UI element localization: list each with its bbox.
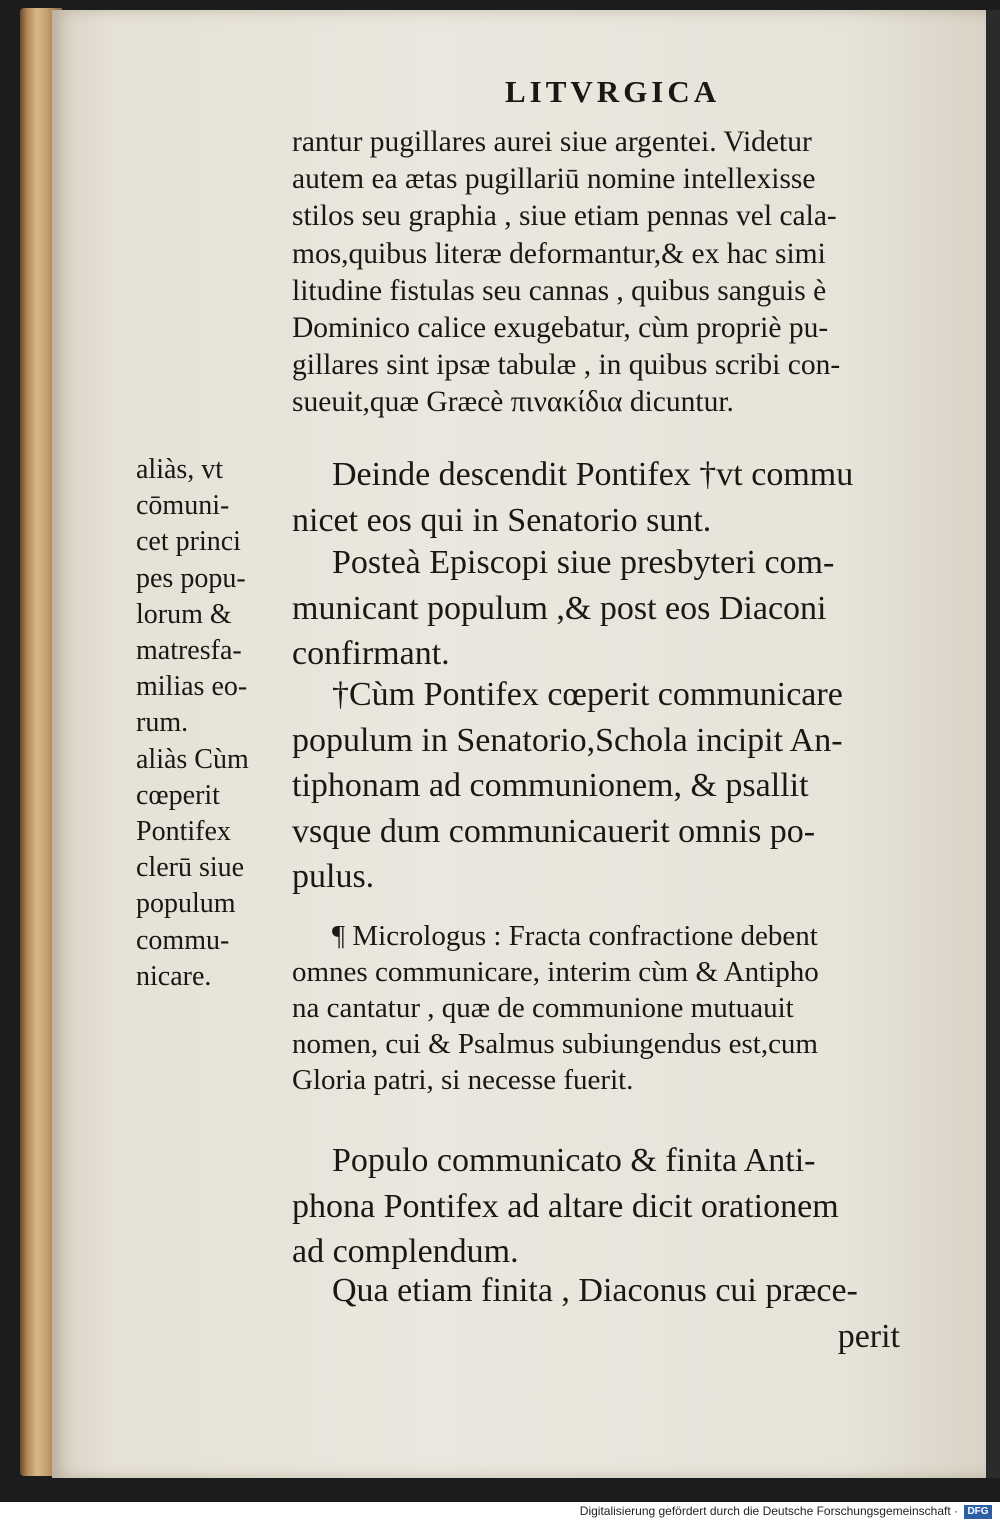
funding-notice: Digitalisierung gefördert durch die Deutsche Forschungsgemeinschaft · [579, 1504, 958, 1518]
text-line: Dominico calice exugebatur, cùm propriè pu- [292, 312, 829, 345]
page-gutter-shadow [986, 10, 1000, 1478]
margin-line: lorum & [136, 598, 232, 630]
text-line: nicet eos qui in Senatorio sunt. [292, 501, 712, 539]
dfg-logo-icon: DFG [964, 1505, 992, 1519]
margin-line: Pontifex [136, 816, 231, 848]
margin-line: clerū siue [136, 852, 245, 884]
text-line: Gloria patri, si necesse fuerit. [292, 1064, 634, 1096]
margin-note [136, 452, 286, 995]
text-line: ad complendum. [292, 1233, 519, 1270]
margin-line: cōmuni- [136, 490, 230, 522]
text-line: ¶ Micrologus : Fracta confractione debent [332, 920, 818, 952]
margin-line: aliàs Cùm [136, 743, 249, 775]
text-line: confirmant. [292, 635, 450, 672]
rubric-paragraph-4 [292, 1138, 952, 1275]
margin-line: commu- [136, 924, 230, 956]
rubric-paragraph-5 [292, 1268, 952, 1359]
text-line: phona Pontifex ad altare dicit orationem [292, 1187, 839, 1225]
text-line: pulus. [292, 858, 375, 895]
text-line: na cantatur , quæ de communione mutuauit [292, 992, 794, 1024]
text-line: populum in Senatorio,Schola incipit An- [292, 721, 843, 759]
text-line: rantur pugillares aurei siue argentei. Videtur [292, 126, 812, 158]
text-line: municant populum ,& post eos Diaconi [292, 589, 827, 627]
text-line: gillares sint ipsæ tabulæ , in quibus scribi con- [292, 349, 841, 382]
text-line: sueuit,quæ Græcè πινακίδια dicuntur. [292, 386, 734, 419]
catchword: perit [837, 1317, 900, 1355]
text-line: Qua etiam finita , Diaconus cui præce- [332, 1272, 858, 1309]
margin-line: rum. [136, 707, 189, 739]
margin-line: milias eo- [136, 671, 248, 703]
rubric-paragraph-1 [292, 452, 952, 543]
text-line: stilos seu graphia , siue etiam pennas vel cala- [292, 200, 837, 233]
text-line: †Cùm Pontifex cœperit communicare [332, 676, 843, 713]
margin-line: nicare. [136, 960, 212, 992]
text-line: tiphonam ad communionem, & psallit [292, 767, 809, 804]
text-line: Deinde descendit Pontifex †vt commu [332, 456, 854, 493]
text-line: Populo communicato & finita Anti- [332, 1142, 816, 1179]
text-line: omnes communicare, interim cùm & Antipho [292, 956, 819, 988]
running-header: LITVRGICA [505, 74, 721, 109]
text-line: nomen, cui & Psalmus subiungendus est,cum [292, 1028, 818, 1060]
text-line: Posteà Episcopi siue presbyteri com- [332, 544, 835, 581]
margin-line: cœperit [136, 779, 220, 811]
margin-line: pes popu- [136, 562, 246, 594]
text-line: litudine fistulas seu cannas , quibus sanguis è [292, 274, 827, 307]
margin-line: cet princi [136, 526, 241, 558]
margin-line: populum [136, 888, 236, 920]
rubric-paragraph-3 [292, 672, 952, 900]
text-line: mos,quibus literæ deformantur,& ex hac simi [292, 237, 826, 270]
margin-line: matresfa- [136, 635, 242, 667]
text-line: autem ea ætas pugillariū nomine intellexisse [292, 163, 816, 196]
rubric-paragraph-2 [292, 540, 952, 677]
text-line: vsque dum communicauerit omnis po- [292, 812, 816, 850]
footer-bar [0, 1502, 1000, 1523]
top-paragraph [292, 124, 952, 422]
margin-line: aliàs, vt [136, 454, 224, 485]
micrologus-note [292, 918, 952, 1098]
